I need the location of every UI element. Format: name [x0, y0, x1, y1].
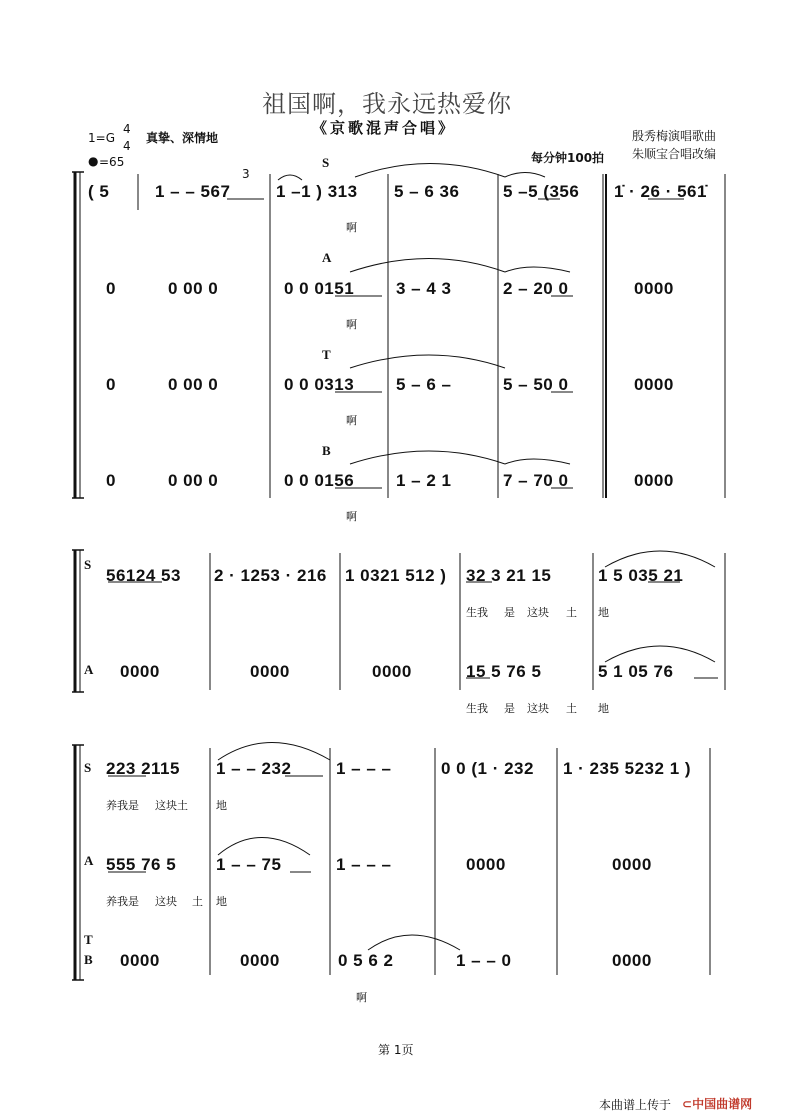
s2-soprano-m5: 1 5 035 21 [598, 566, 684, 585]
s2-soprano-lyric-1: 生我 [466, 606, 488, 619]
s1-soprano-lyric: 啊 [346, 221, 357, 234]
s1-soprano-m6: 1̇ · 26 · 561̇ [614, 182, 707, 201]
triplet-mark: 3 [242, 167, 250, 181]
s2-soprano-m2: 2 · 1253 · 216 [214, 566, 327, 585]
s1-alto-m2: 0 00 0 [168, 279, 219, 298]
s2-alto-lyric-3: 这块 [527, 702, 549, 715]
s2-soprano-lyric-4: 土 [566, 606, 577, 619]
s3-alto-lyric-1: 养我是 [106, 895, 139, 908]
s3-label-t: T [84, 932, 93, 947]
s3-soprano-m2: 1 – – 232 [216, 759, 292, 778]
s2-alto-m2: 0000 [250, 662, 290, 681]
s1-soprano-m4: 5 – 6 36 [394, 182, 460, 201]
s1-bass-m2: 0 00 0 [168, 471, 219, 490]
s3-soprano-m3: 1 – – – [336, 759, 392, 778]
s2-alto-m1: 0000 [120, 662, 160, 681]
s2-alto-lyric-1: 生我 [466, 702, 488, 715]
s3-alto-lyric-2: 这块 [155, 895, 177, 908]
s3-tb-lyric: 啊 [356, 991, 367, 1004]
s2-alto-lyric-4: 土 [566, 702, 577, 715]
expression-mark: 真挚、深情地 [146, 131, 219, 145]
s1-bass-m1: 0 [106, 471, 116, 490]
s3-soprano-m1: 223 2115 [106, 759, 180, 778]
upload-credit: 本曲谱上传于 [599, 1098, 672, 1112]
s1-soprano-m3: 1 –1 ) 313 [276, 182, 358, 201]
credit-singer: 殷秀梅演唱歌曲 [632, 129, 717, 143]
s1-tenor-m3: 0 0 0313 [284, 375, 355, 394]
s3-label-b: B [84, 952, 93, 967]
credit-arranger: 朱顺宝合唱改编 [632, 147, 717, 161]
tempo-marking: =65 [99, 155, 125, 169]
s3-soprano-lyric-2: 这块土 [155, 799, 188, 812]
s1-alto-lyric: 啊 [346, 318, 357, 331]
s3-alto-m5: 0000 [612, 855, 652, 874]
s1-alto-m4: 3 – 4 3 [396, 279, 452, 298]
s3-soprano-m5: 1 · 235 5232 1 ) [563, 759, 692, 778]
s1-bass-m4: 1 – 2 1 [396, 471, 452, 490]
s3-alto-m1: 555 76 5 [106, 855, 177, 874]
s3-label-a: A [84, 853, 94, 868]
s3-alto-lyric-3: 土 [192, 895, 203, 908]
s1-bass-m5: 7 – 70 0 [503, 471, 569, 490]
s1-tenor-m4: 5 – 6 – [396, 375, 452, 394]
s3-soprano-m4: 0 0 (1 · 232 [441, 759, 534, 778]
tempo-note-icon: ● [88, 154, 99, 168]
s1-tenor-lyric: 啊 [346, 414, 357, 427]
s2-soprano-m4: 32 3 21 15 [466, 566, 552, 585]
voice-label-b: B [322, 443, 331, 458]
s3-alto-m4: 0000 [466, 855, 506, 874]
s2-alto-m3: 0000 [372, 662, 412, 681]
s1-tenor-m6: 0000 [634, 375, 674, 394]
s2-soprano-lyric-3: 这块 [527, 606, 549, 619]
s3-alto-lyric-4: 地 [216, 895, 227, 908]
time-signature-bottom: 4 [123, 139, 131, 153]
page-number: 第 1页 [378, 1043, 414, 1057]
s1-bass-lyric: 啊 [346, 510, 357, 523]
s3-alto-m3: 1 – – – [336, 855, 392, 874]
site-logo-icon: ⊂ [682, 1097, 693, 1111]
site-logo-text: 中国曲谱网 [692, 1097, 753, 1111]
s3-tb-m3: 0 5 6 2 [338, 951, 394, 970]
s2-alto-lyric-2: 是 [504, 702, 515, 715]
s3-tb-m5: 0000 [612, 951, 652, 970]
tempo-text: 每分钟100拍 [531, 151, 605, 165]
s3-tb-m1: 0000 [120, 951, 160, 970]
s3-tb-m2: 0000 [240, 951, 280, 970]
s1-alto-m3: 0 0 0151 [284, 279, 355, 298]
s3-soprano-lyric-1: 养我是 [106, 799, 139, 812]
s2-soprano-m3: 1 0321 512 ) [345, 566, 447, 585]
s1-tenor-m5: 5 – 50 0 [503, 375, 569, 394]
s1-bass-m3: 0 0 0156 [284, 471, 355, 490]
time-signature-top: 4 [123, 122, 131, 136]
s1-tenor-m1: 0 [106, 375, 116, 394]
song-title: 祖国啊，我永远热爱你 [262, 90, 512, 118]
voice-label-a: A [322, 250, 332, 265]
s2-label-a: A [84, 662, 94, 677]
s1-alto-m5: 2 – 20 0 [503, 279, 569, 298]
s1-soprano-m2: 1 – – 567 [155, 182, 231, 201]
s1-tenor-m2: 0 00 0 [168, 375, 219, 394]
s2-label-s: S [84, 557, 92, 572]
s2-alto-lyric-5: 地 [598, 702, 609, 715]
s1-soprano-m5: 5 –5 (356 [503, 182, 580, 201]
s2-soprano-lyric-2: 是 [504, 606, 515, 619]
s2-soprano-lyric-5: 地 [598, 606, 609, 619]
s2-alto-m5: 5 1 05 76 [598, 662, 674, 681]
song-subtitle: 《京歌混声合唱》 [312, 119, 457, 137]
s3-label-s: S [84, 760, 92, 775]
s2-soprano-m1: 56124 53 [106, 566, 181, 585]
s1-bass-m6: 0000 [634, 471, 674, 490]
key-signature: 1=G [88, 131, 115, 145]
s1-soprano-m1: ( 5 [88, 182, 110, 201]
s3-alto-m2: 1 – – 75 [216, 855, 282, 874]
voice-label-s: S [322, 155, 330, 170]
site-logo [682, 1095, 752, 1112]
voice-label-t: T [322, 347, 331, 362]
s1-alto-m1: 0 [106, 279, 116, 298]
s2-alto-m4: 15 5 76 5 [466, 662, 542, 681]
s1-alto-m6: 0000 [634, 279, 674, 298]
s3-tb-m4: 1 – – 0 [456, 951, 512, 970]
s3-soprano-lyric-3: 地 [216, 799, 227, 812]
